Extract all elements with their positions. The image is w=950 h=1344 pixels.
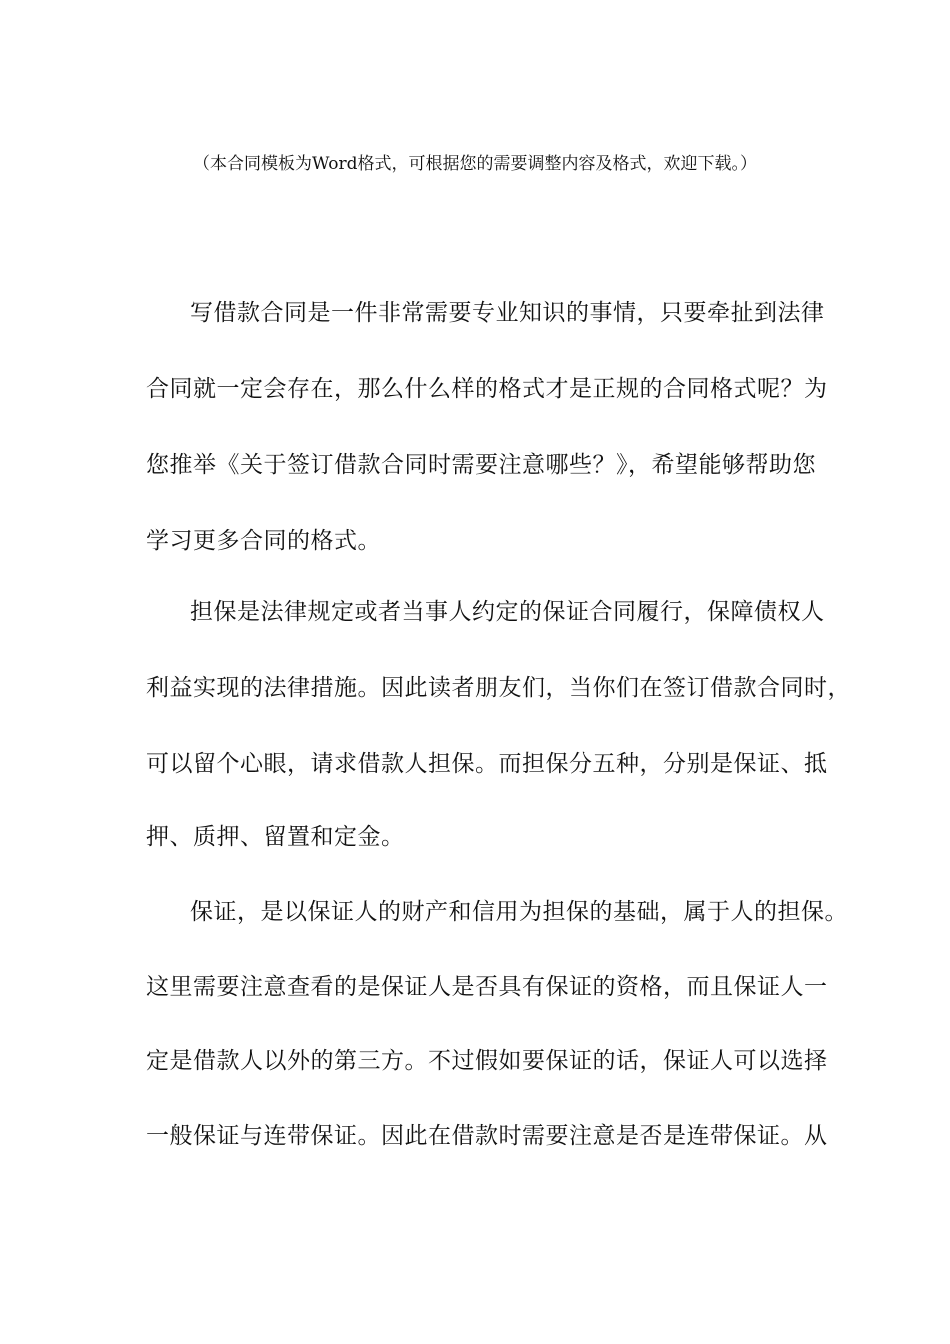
paragraph-2-line-1: 担保是法律规定或者当事人约定的保证合同履行，保障债权人 — [190, 599, 825, 625]
paragraph-1-line-2: 合同就一定会存在，那么什么样的格式才是正规的合同格式呢？为 — [146, 376, 828, 402]
paragraph-2-line-2: 利益实现的法律措施。因此读者朋友们，当你们在签订借款合同时， — [146, 675, 851, 701]
paragraph-2-line-4: 押、质押、留置和定金。 — [146, 824, 405, 850]
paragraph-1-line-3: 您推举《关于签订借款合同时需要注意哪些？》，希望能够帮助您 — [146, 452, 816, 478]
paragraph-2-line-3: 可以留个心眼，请求借款人担保。而担保分五种，分别是保证、抵 — [146, 751, 828, 777]
template-note: （本合同模板为Word格式，可根据您的需要调整内容及格式，欢迎下载。） — [192, 154, 758, 174]
paragraph-3-line-3: 定是借款人以外的第三方。不过假如要保证的话，保证人可以选择 — [146, 1048, 828, 1074]
paragraph-3-line-4: 一般保证与连带保证。因此在借款时需要注意是否是连带保证。从 — [146, 1123, 828, 1149]
paragraph-1-line-1: 写借款合同是一件非常需要专业知识的事情，只要牵扯到法律 — [190, 300, 825, 326]
paragraph-3-line-1: 保证，是以保证人的财产和信用为担保的基础，属于人的担保。 — [190, 899, 848, 925]
paragraph-1-line-4: 学习更多合同的格式。 — [146, 528, 381, 554]
paragraph-3-line-2: 这里需要注意查看的是保证人是否具有保证的资格，而且保证人一 — [146, 974, 828, 1000]
